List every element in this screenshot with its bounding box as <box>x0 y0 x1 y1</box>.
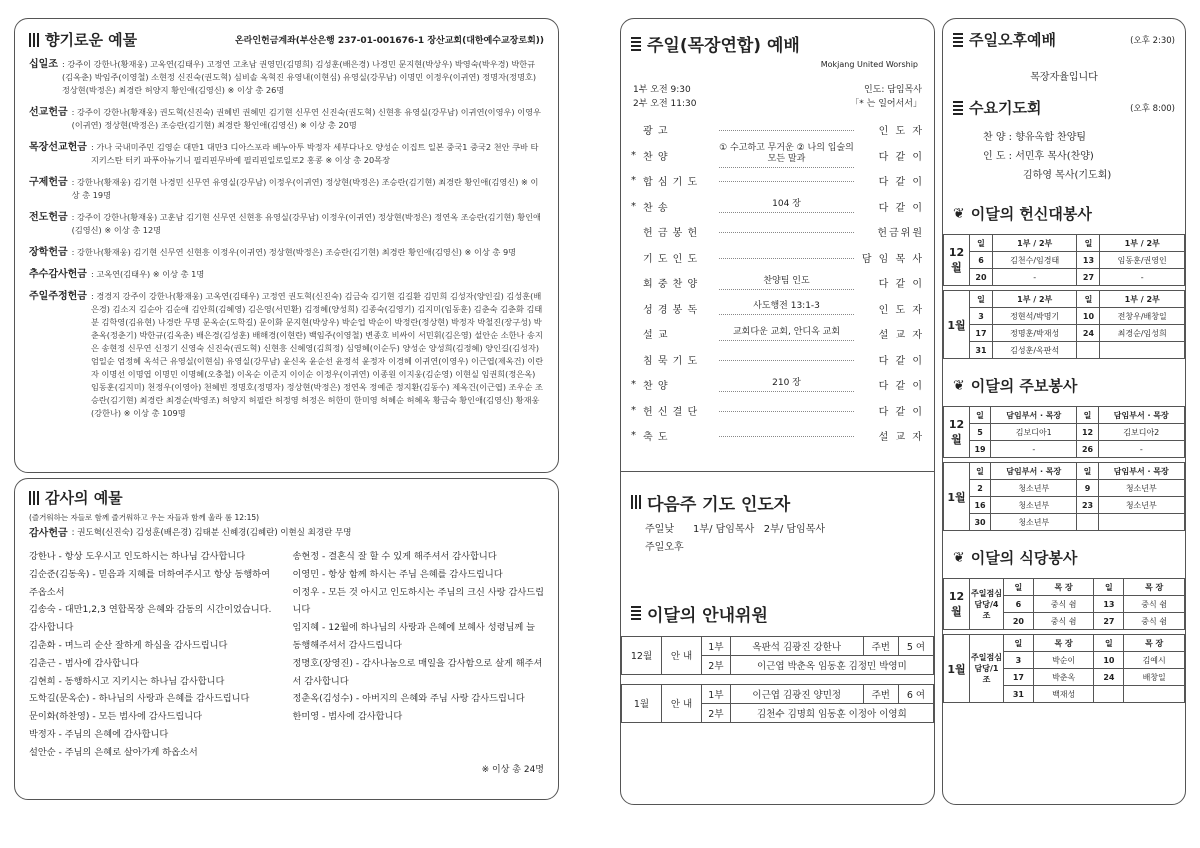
section-mark-icon <box>631 37 641 51</box>
offering-label: 구제헌금 <box>29 177 68 188</box>
thanks-panel <box>14 478 559 800</box>
schedule-col-head: 목 장 <box>1033 579 1094 596</box>
order-leader: 다 같 이 <box>878 406 924 418</box>
schedule-col-head: 일 <box>970 235 993 252</box>
thanks-entry: 송현정 - 결혼식 잘 할 수 있게 해주셔서 감사합니다 <box>292 551 497 562</box>
schedule-name: 김천수/임경태 <box>992 252 1077 269</box>
schedule-col-head: 1부 / 2부 <box>992 235 1077 252</box>
standing-mark: * <box>631 404 636 416</box>
order-leader: 다 같 이 <box>878 177 924 189</box>
usher-row <box>622 684 934 703</box>
schedule-col-head: 담임부서 · 목장 <box>991 407 1077 424</box>
order-leader: 담 임 목 사 <box>861 253 924 265</box>
schedule-col-head: 일 <box>1077 463 1098 480</box>
order-content <box>719 256 854 259</box>
order-item: 헌 신 결 단 <box>643 406 699 418</box>
schedule-row <box>944 424 1185 441</box>
order-item: 찬 양 <box>643 381 669 393</box>
order-leader: 다 같 이 <box>878 279 924 291</box>
order-row <box>631 194 924 220</box>
order-item: 축 도 <box>643 432 669 444</box>
thanks-entry: 김현희 - 동행하시고 지키시는 하나님 감사합니다 <box>29 675 225 687</box>
offering-row <box>29 141 544 167</box>
schedule-name: 최경순/임성희 <box>1100 325 1185 342</box>
section-mark-icon <box>631 606 641 620</box>
offering-names: : 강주이 강한나(황재웅) 권도혁(신진숙) 권혜빈 권혜민 김기현 신무연 신진숙(권도혁) 신현흥 유영실(강무남) 이귀연(이영우) 이영우(이귀연) 정상현(박정은) 조승란(김기현) 최경란 황인애(김영신) ※ 이상 총 20명 <box>71 107 541 130</box>
offering-label: 장학헌금 <box>29 247 68 258</box>
afternoon-time: (오후 2:30) <box>1130 35 1175 46</box>
offering-names: : 강한나(황재웅) 김기현 나경민 신무연 유영실(강무남) 이정우(이귀연) 정상현(박정은) 조승란(김기현) 최경란 황인애(김영신) ※ 이상 총 19명 <box>71 177 539 200</box>
schedule-name: - <box>1100 269 1185 286</box>
schedule-col-head: 목 장 <box>1124 635 1185 652</box>
order-row <box>631 219 924 245</box>
schedule-col-head: 1부 / 2부 <box>1100 235 1185 252</box>
order-row <box>631 398 924 424</box>
schedule-name: 임동훈/권영인 <box>1100 252 1185 269</box>
kitchen-title: 이달의 식당봉사 <box>970 549 1078 567</box>
schedule-day: 23 <box>1077 497 1098 514</box>
order-item: 설 교 <box>643 330 669 342</box>
thanks-entry: 이영민 - 항상 함께 하시는 주님 은혜를 감사드립니다 <box>292 568 503 580</box>
schedule-month: 1월 <box>944 463 970 531</box>
offering-label: 십일조 <box>29 59 58 70</box>
schedule-day: 26 <box>1077 441 1098 458</box>
offering-label: 추수감사헌금 <box>29 269 87 280</box>
schedule-day: 3 <box>970 308 993 325</box>
schedule-row <box>944 514 1185 531</box>
order-row <box>631 143 924 169</box>
schedule-head <box>944 635 1185 652</box>
schedule-day: 24 <box>1094 669 1124 686</box>
order-row <box>631 245 924 271</box>
dedication-title: 이달의 헌신대봉사 <box>970 205 1092 223</box>
schedule-col-head: 일 <box>1077 291 1100 308</box>
schedule-name: - <box>992 269 1077 286</box>
worship-panel <box>620 18 935 805</box>
schedule-col-head: 목 장 <box>1033 635 1094 652</box>
usher-part: 1부 <box>702 636 731 655</box>
order-content <box>719 409 854 412</box>
schedule-month: 12월 <box>944 407 970 458</box>
schedule-day: 27 <box>1077 269 1100 286</box>
usher-month: 12월 <box>622 636 662 674</box>
order-item: 광 고 <box>643 126 669 138</box>
thanks-total: ※ 이상 총 24명 <box>481 764 544 775</box>
order-leader: 설 교 자 <box>878 432 924 444</box>
schedule-name: 중식 쉼 <box>1033 613 1094 630</box>
schedule-row <box>944 308 1185 325</box>
schedule-name: 김성훈/옥판석 <box>992 342 1077 359</box>
order-leader: 다 같 이 <box>878 151 924 163</box>
order-leader: 인 도 자 <box>878 126 924 138</box>
order-content: 104 장 <box>719 199 854 213</box>
schedule-day: 10 <box>1077 308 1100 325</box>
schedule-day: 20 <box>1004 613 1034 630</box>
usher-week-count: 5 여 <box>898 636 933 655</box>
schedule-name: 중식 쉼 <box>1124 613 1185 630</box>
schedule-name: 백재성 <box>1033 686 1094 703</box>
schedule-day: 13 <box>1077 252 1100 269</box>
schedule-name: - <box>991 441 1077 458</box>
order-content: 210 장 <box>719 378 854 392</box>
schedule-head <box>944 235 1185 252</box>
wednesday-time: (오후 8:00) <box>1130 103 1175 114</box>
thanks-entry: 김송숙 - 대만1,2,3 연합목장 은혜와 감동의 시간이었습니다. 감사합니다 <box>29 604 272 634</box>
order-content: ① 수고하고 무거운 ② 나의 입술의 모든 말과 <box>719 143 854 168</box>
order-row <box>631 296 924 322</box>
standing-mark: * <box>631 175 636 187</box>
usher-part: 1부 <box>702 684 731 703</box>
order-leader: 다 같 이 <box>878 381 924 393</box>
afternoon-text: 목장자율입니다 <box>1030 72 1098 83</box>
schedule-name: 박춘옥 <box>1033 669 1094 686</box>
next-week-info <box>631 521 924 557</box>
standing-mark: * <box>631 379 636 391</box>
order-content: 찬양팀 인도 <box>719 276 854 290</box>
thanks-header <box>29 487 544 508</box>
usher-table <box>621 636 934 723</box>
thanks-column-left <box>29 548 281 762</box>
wednesday-leader: 인 도 : 서민후 목사(찬양) <box>983 151 1094 162</box>
time-second: 2부 오전 11:30 <box>633 99 697 109</box>
order-leader: 다 같 이 <box>878 202 924 214</box>
kitchen-header <box>953 547 1175 568</box>
leaf-icon: ❦ <box>953 377 965 394</box>
usher-header <box>631 601 924 626</box>
schedule-day: 19 <box>970 441 991 458</box>
offerings-panel <box>14 18 559 473</box>
usher-part: 2부 <box>702 655 731 674</box>
thanks-entry: 김순준(김동욱) - 믿음과 지혜를 더하여주시고 항상 동행하여 주옵소서 <box>29 568 271 598</box>
dedication-header <box>953 203 1175 224</box>
order-row <box>631 117 924 143</box>
wednesday-header <box>953 97 1175 118</box>
schedule-panel <box>942 18 1186 805</box>
spacer <box>622 674 934 684</box>
standing-mark: * <box>631 430 636 442</box>
schedule-row <box>944 497 1185 514</box>
schedule-head <box>944 463 1185 480</box>
divider <box>621 471 934 472</box>
thanks-names: : 권도혁(신진숙) 김성훈(배은경) 김태분 신혜경(김혜란) 이현실 최경란 무명 <box>71 528 352 538</box>
schedule-row <box>944 441 1185 458</box>
schedule-row <box>944 325 1185 342</box>
section-mark-icon <box>953 101 963 115</box>
thanks-entry: 한미영 - 범사에 감사합니다 <box>292 711 403 723</box>
schedule-month: 1월 <box>944 635 970 703</box>
wednesday-praise: 찬 양 : 향유옥합 찬양팀 <box>983 132 1087 143</box>
usher-role: 안 내 <box>662 684 702 722</box>
order-row <box>631 347 924 373</box>
schedule-col-head: 일 <box>1077 235 1100 252</box>
schedule-col-head: 일 <box>1094 635 1124 652</box>
order-row <box>631 372 924 398</box>
schedule-name: 정명훈/박재성 <box>992 325 1077 342</box>
leaf-icon: ❦ <box>953 549 965 566</box>
next-week-title: 다음주 기도 인도자 <box>647 494 791 515</box>
offering-row <box>29 176 544 202</box>
thanks-entry: 이정우 - 모든 것 아시고 인도하시는 주님의 크신 사랑 감사드립니다 <box>292 586 544 616</box>
thanks-entry: 설안순 - 주님의 은혜로 살아가게 하옵소서 <box>29 746 198 758</box>
order-content: 사도행전 13:1-3 <box>719 301 854 315</box>
order-content: 교회다운 교회, 안디옥 교회 <box>719 327 854 341</box>
schedule-day: 30 <box>970 514 991 531</box>
thanks-offering <box>29 527 544 540</box>
schedule-month: 12월 <box>944 579 970 630</box>
schedule-month: 12월 <box>944 235 970 286</box>
schedule-day: 27 <box>1094 613 1124 630</box>
order-item: 성 경 봉 독 <box>643 304 699 316</box>
schedule-name: 김예시 <box>1124 652 1185 669</box>
offerings-header <box>29 29 137 50</box>
schedule-head <box>944 291 1185 308</box>
schedule-day: 2 <box>970 480 991 497</box>
offering-names: : 강주이 강한나(황재웅) 고훈남 김기현 신무연 신현흥 유영실(강무남) 이정우(이귀연) 정상현(박정은) 정연옥 조승란(김기현) 황인애(김영신) ※ 이상 총 12명 <box>71 212 541 235</box>
offering-label: 선교헌금 <box>29 107 68 118</box>
schedule-row <box>944 269 1185 286</box>
schedule-row <box>944 480 1185 497</box>
standing-note: 「* 는 일어서서」 <box>850 99 922 109</box>
schedule-day: 20 <box>970 269 993 286</box>
offering-row <box>29 106 544 132</box>
section-mark-icon <box>953 33 963 47</box>
thanks-entry: 임지혜 - 12월에 하나님의 사랑과 은혜에 보혜사 성령님께 늘 동행해주셔서 감사드립니다 <box>292 622 535 651</box>
thanks-entry: 문이화(하찬영) - 모든 범사에 감사드립니다 <box>29 711 203 723</box>
worship-leader: 인도: 담임목사 <box>863 85 922 95</box>
order-content <box>719 358 854 361</box>
order-item: 회 중 찬 양 <box>643 279 699 291</box>
thanks-entry: 정명호(장영진) - 감사나눔으로 매일을 감사함으로 살게 해주셔서 감사합니다 <box>292 657 543 687</box>
schedule-col-head: 담임부서 · 목장 <box>991 463 1077 480</box>
order-item: 헌 금 봉 헌 <box>643 228 699 240</box>
schedule-col-head: 1부 / 2부 <box>992 291 1077 308</box>
usher-row <box>622 636 934 655</box>
section-mark-icon <box>29 33 39 47</box>
offering-label: 목장선교헌금 <box>29 142 87 153</box>
offering-label: 전도헌금 <box>29 212 68 223</box>
schedule-name: 김보디아1 <box>991 424 1077 441</box>
schedule-duty-label: 주일점심 담당/4조 <box>970 579 1004 630</box>
order-of-worship <box>631 117 924 449</box>
schedule-name <box>1098 514 1184 531</box>
schedule-day: 24 <box>1077 325 1100 342</box>
schedule-month: 1월 <box>944 291 970 359</box>
offering-row <box>29 211 544 237</box>
order-item: 합 심 기 도 <box>643 177 699 189</box>
offering-label: 주일주정헌금 <box>29 291 87 302</box>
dedication-table <box>943 234 1185 359</box>
time-first: 1부 오전 9:30 <box>633 85 691 95</box>
thanks-entry: 박정자 - 주님의 은혜에 감사합니다 <box>29 728 169 740</box>
worship-subtitle: Mokjang United Worship <box>820 60 918 69</box>
schedule-duty-label: 주일점심 담당/1조 <box>970 635 1004 703</box>
schedule-day: 17 <box>970 325 993 342</box>
schedule-name: 청소년부 <box>1098 497 1184 514</box>
section-mark-icon <box>631 495 641 509</box>
afternoon-title: 주일오후예배 <box>969 31 1056 49</box>
worship-header <box>631 31 924 56</box>
section-mark-icon <box>29 491 39 505</box>
schedule-col-head: 일 <box>970 291 993 308</box>
schedule-name: 박순이 <box>1033 652 1094 669</box>
schedule-col-head: 일 <box>1004 579 1034 596</box>
usher-title: 이달의 안내위원 <box>647 605 768 626</box>
usher-names: 이근엽 박춘옥 임동훈 김정민 박영미 <box>730 655 933 674</box>
usher-names: 김천수 김명희 임동훈 이정아 이영희 <box>730 703 933 722</box>
thanks-entry: 정춘옥(김성수) - 아버지의 은혜와 주님 사랑 감사드립니다 <box>292 693 525 705</box>
order-content <box>719 230 854 233</box>
schedule-col-head: 일 <box>970 463 991 480</box>
offering-names: : 강주이 강한나(황재웅) 고옥연(김태우) 고정연 고초남 권영민(김명희) 김성훈(배은경) 나경민 문지현(박상우) 박영숙(박우경) 박한규(김옥춘) 박임주(이영철) 소현정 신진숙(권도혁) 심비솔 옥혁진 유영내(이현심) 유영실(강무남) 이명민 이정우(이귀연) 정명자(정명호) 정상현(박정은) 최경란 허양지 황인애(김영신) ※ 이상 총 26명 <box>61 59 537 95</box>
schedule-col-head: 담임부서 · 목장 <box>1098 407 1184 424</box>
schedule-day: 12 <box>1077 424 1098 441</box>
order-item: 침 묵 기 도 <box>643 355 699 367</box>
schedule-col-head: 담임부서 · 목장 <box>1098 463 1184 480</box>
schedule-day: 16 <box>970 497 991 514</box>
next-week-header <box>631 490 924 515</box>
order-item: 기 도 인 도 <box>643 253 699 265</box>
offering-row <box>29 58 544 97</box>
wednesday-info <box>953 128 1175 185</box>
schedule-col-head: 1부 / 2부 <box>1100 291 1185 308</box>
schedule-day: 10 <box>1094 652 1124 669</box>
schedule-day: 9 <box>1077 480 1098 497</box>
usher-month: 1월 <box>622 684 662 722</box>
kitchen-table <box>943 578 1185 703</box>
schedule-day: 6 <box>1004 596 1034 613</box>
schedule-row <box>944 342 1185 359</box>
account-info: 온라인헌금계좌(부산은행 237-01-001676-1 장산교회(대한예수교장로회)) <box>234 36 544 46</box>
schedule-day: 13 <box>1094 596 1124 613</box>
usher-names: 옥판석 김광진 강한나 <box>730 636 863 655</box>
offering-names: : 경경지 강주이 강한나(황재웅) 고옥연(김태우) 고정연 권도혁(신진숙) 김금숙 김기현 김길환 김민희 김성자(양인길) 김성훈(배은경) 김소지 김순아 김순애 김안희(김혜영) 김은영(서민환) 김정혜(양성희) 김종숙(김영기) 김지미(임동훈) 김춘숙 김춘화 김태분 김학영(김유현) 나경란 무명 문옥순(도학길) 문이화 문지현(박상우) 박순업 박순이 박정란(정상현) 박정자 박철진(장구성) 박춘옥(정춘기) 박한규(김옥춘) 배은경(김성훈) 배해경(이현란) 백임주(이영철) 변종호 비싸이 서민휘(김은영) 설안순 소한나 송지은 송현정 신무연 신정기 신영숙 신진숙(권도혁) 신현흥 신혜영(김희정) 심영혜(이순두) 양성순 양성희(김정혜) 양인길(김성자) 엄일순 엄정혜 옥석근 유영실(이현심) 유영실(강무남) 윤신옥 윤순선 윤정석 윤정자 이경혜 이귀연(이영우) 이근엽(제옥건) 이란자 이명선 이명엽 이명민 이명혜(오충철) 이옥순 이준지 이이순 이정우(이귀연) 이종원 이지웅(김순영) 이현실 임권희(정은옥) 임동훈(김지미) 천정우(이영아) 천혜빈 정명호(정명자) 정상현(박정은) 정연옥 정예준 정지환(김동수) 제옥건(이근엽) 조우순 조승란(김기현) 최경란 최경순(박영조) 허양지 허필란 허정영 허정은 허한미 한미영 허혜순 허혜옥 황금숙 황인애(김영신) 황재웅(강한나) ※ 이상 총 109명 <box>90 291 544 418</box>
schedule-name: 청소년부 <box>1098 480 1184 497</box>
leaf-icon: ❦ <box>953 205 965 222</box>
order-item: 찬 양 <box>643 151 669 163</box>
schedule-col-head: 일 <box>1004 635 1034 652</box>
schedule-name: 중식 쉼 <box>1033 596 1094 613</box>
schedule-col-head: 일 <box>1077 407 1098 424</box>
schedule-day: 31 <box>1004 686 1034 703</box>
schedule-name: 중식 쉼 <box>1124 596 1185 613</box>
usher-role: 안 내 <box>662 636 702 674</box>
schedule-day: 3 <box>1004 652 1034 669</box>
order-content <box>719 128 854 131</box>
thanks-label: 감사헌금 <box>29 528 68 539</box>
standing-mark: * <box>631 200 636 212</box>
next-week-line: 주일오후 <box>645 541 684 553</box>
schedule-day: 31 <box>970 342 993 359</box>
worship-title: 주일(목장연합) 예배 <box>647 36 800 56</box>
offerings-title: 향기로운 예물 <box>45 31 138 49</box>
order-leader: 헌금위원 <box>877 228 924 240</box>
usher-names: 이근엽 김광진 양민정 <box>730 684 863 703</box>
schedule-name: 청소년부 <box>991 497 1077 514</box>
schedule-row <box>944 252 1185 269</box>
offering-names: : 고옥연(김태우) ※ 이상 총 1명 <box>90 269 205 279</box>
wednesday-title: 수요기도회 <box>969 99 1042 117</box>
schedule-day <box>1094 686 1124 703</box>
wednesday-leader2: 김하영 목사(기도회) <box>1023 170 1112 181</box>
order-leader: 인 도 자 <box>878 304 924 316</box>
order-item: 찬 송 <box>643 202 669 214</box>
standing-mark: * <box>631 149 636 161</box>
thanks-column-right <box>293 548 545 762</box>
usher-week-count: 6 여 <box>898 684 933 703</box>
order-leader: 설 교 자 <box>878 330 924 342</box>
schedule-day: 17 <box>1004 669 1034 686</box>
schedule-col-head: 일 <box>970 407 991 424</box>
schedule-day <box>1077 342 1100 359</box>
order-content <box>719 434 854 437</box>
usher-part: 2부 <box>702 703 731 722</box>
order-row <box>631 321 924 347</box>
thanks-entry: 도학길(문옥순) - 하나님의 사랑과 은혜를 감사드립니다 <box>29 693 250 705</box>
order-row <box>631 168 924 194</box>
thanks-title: 감사의 예물 <box>45 489 123 507</box>
schedule-head <box>944 579 1185 596</box>
schedule-name <box>1100 342 1185 359</box>
order-row <box>631 423 924 449</box>
offerings-list <box>29 58 544 420</box>
schedule-col-head: 목 장 <box>1124 579 1185 596</box>
offering-row <box>29 268 544 281</box>
usher-week: 주번 <box>863 636 898 655</box>
order-row <box>631 270 924 296</box>
thanks-entry: 김춘근 - 범사에 감사합니다 <box>29 657 139 669</box>
schedule-day: 6 <box>970 252 993 269</box>
worship-times <box>631 83 924 111</box>
usher-week: 주번 <box>863 684 898 703</box>
bulletin-title: 이달의 주보봉사 <box>970 377 1078 395</box>
schedule-col-head: 일 <box>1094 579 1124 596</box>
offering-row <box>29 290 544 420</box>
offering-names: : 가나 국내미주민 김영순 대만1 대만3 디아스포라 베누아투 박정자 세부다나오 양성순 이집트 일본 중국1 중국2 천안 쿠바 타지키스탄 터키 파푸아뉴기니 필리핀무바예 필리핀일로일로2 홍콩 ※ 이상 총 20목장 <box>90 142 539 165</box>
thanks-entry: 강한나 - 항상 도우시고 인도하시는 하나님 감사합니다 <box>29 551 246 562</box>
order-content <box>719 179 854 182</box>
offering-row <box>29 246 544 259</box>
bulletin-header <box>953 375 1175 396</box>
schedule-day <box>1077 514 1098 531</box>
schedule-name <box>1124 686 1185 703</box>
thanks-entry: 김춘화 - 며느리 순산 잘하게 하심을 감사드립니다 <box>29 639 228 651</box>
schedule-name: 김보디아2 <box>1098 424 1184 441</box>
schedule-name: - <box>1098 441 1184 458</box>
schedule-name: 정현석/박명기 <box>992 308 1077 325</box>
schedule-head <box>944 407 1185 424</box>
schedule-name: 배창일 <box>1124 669 1185 686</box>
afternoon-header <box>953 29 1175 50</box>
thanks-subtitle: (즐거워하는 자들로 함께 즐거워하고 우는 자들과 함께 울라 롬 12:15) <box>29 513 260 522</box>
schedule-name: 전창우/배창일 <box>1100 308 1185 325</box>
bulletin-table <box>943 406 1185 531</box>
schedule-name: 청소년부 <box>991 480 1077 497</box>
offering-names: : 강한나(황재웅) 김기현 신무연 신현흥 이정우(이귀연) 정상현(박정은) 조승란(김기현) 최경란 황인애(김영신) ※ 이상 총 9명 <box>71 247 517 257</box>
schedule-name: 청소년부 <box>991 514 1077 531</box>
next-week-line: 주일낮 1부/ 담임목사 2부/ 담임목사 <box>645 523 826 535</box>
order-leader: 다 같 이 <box>878 355 924 367</box>
schedule-day: 5 <box>970 424 991 441</box>
